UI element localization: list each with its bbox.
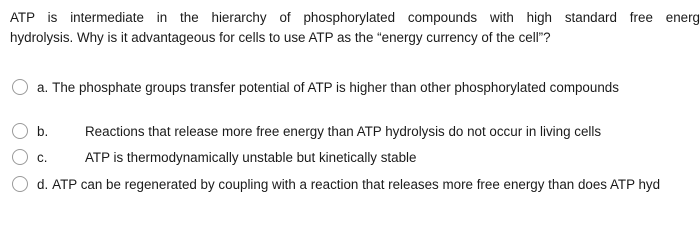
question-text bbox=[10, 8, 700, 48]
radio-button-c[interactable] bbox=[12, 149, 28, 165]
question-line-2: hydrolysis. Why is it advantageous for cells to use ATP as the “energy currency of the cell”? bbox=[10, 30, 551, 45]
option-letter-c: c. bbox=[37, 149, 48, 165]
answer-option-a[interactable] bbox=[12, 79, 619, 95]
answer-option-b[interactable] bbox=[12, 123, 601, 139]
option-letter-d: d. bbox=[37, 176, 49, 192]
answer-option-c[interactable] bbox=[12, 149, 416, 165]
option-text-d: ATP can be regenerated by coupling with a reaction that releases more free energy than does ATP hyd bbox=[52, 176, 661, 192]
option-text-a: The phosphate groups transfer potential of ATP is higher than other phosphorylated compounds bbox=[52, 79, 619, 95]
radio-button-b[interactable] bbox=[12, 123, 28, 139]
option-text-c: ATP is thermodynamically unstable but kinetically stable bbox=[85, 149, 417, 165]
option-letter-a: a. bbox=[37, 79, 49, 95]
answer-option-d[interactable] bbox=[12, 176, 660, 192]
option-letter-b: b. bbox=[37, 123, 49, 139]
option-text-b: Reactions that release more free energy than ATP hydrolysis do not occur in living cells bbox=[85, 123, 602, 139]
radio-button-d[interactable] bbox=[12, 176, 28, 192]
radio-button-a[interactable] bbox=[12, 79, 28, 95]
question-line-1: ATP is intermediate in the hierarchy of phosphorylated compounds with high standard free energ bbox=[10, 10, 700, 25]
